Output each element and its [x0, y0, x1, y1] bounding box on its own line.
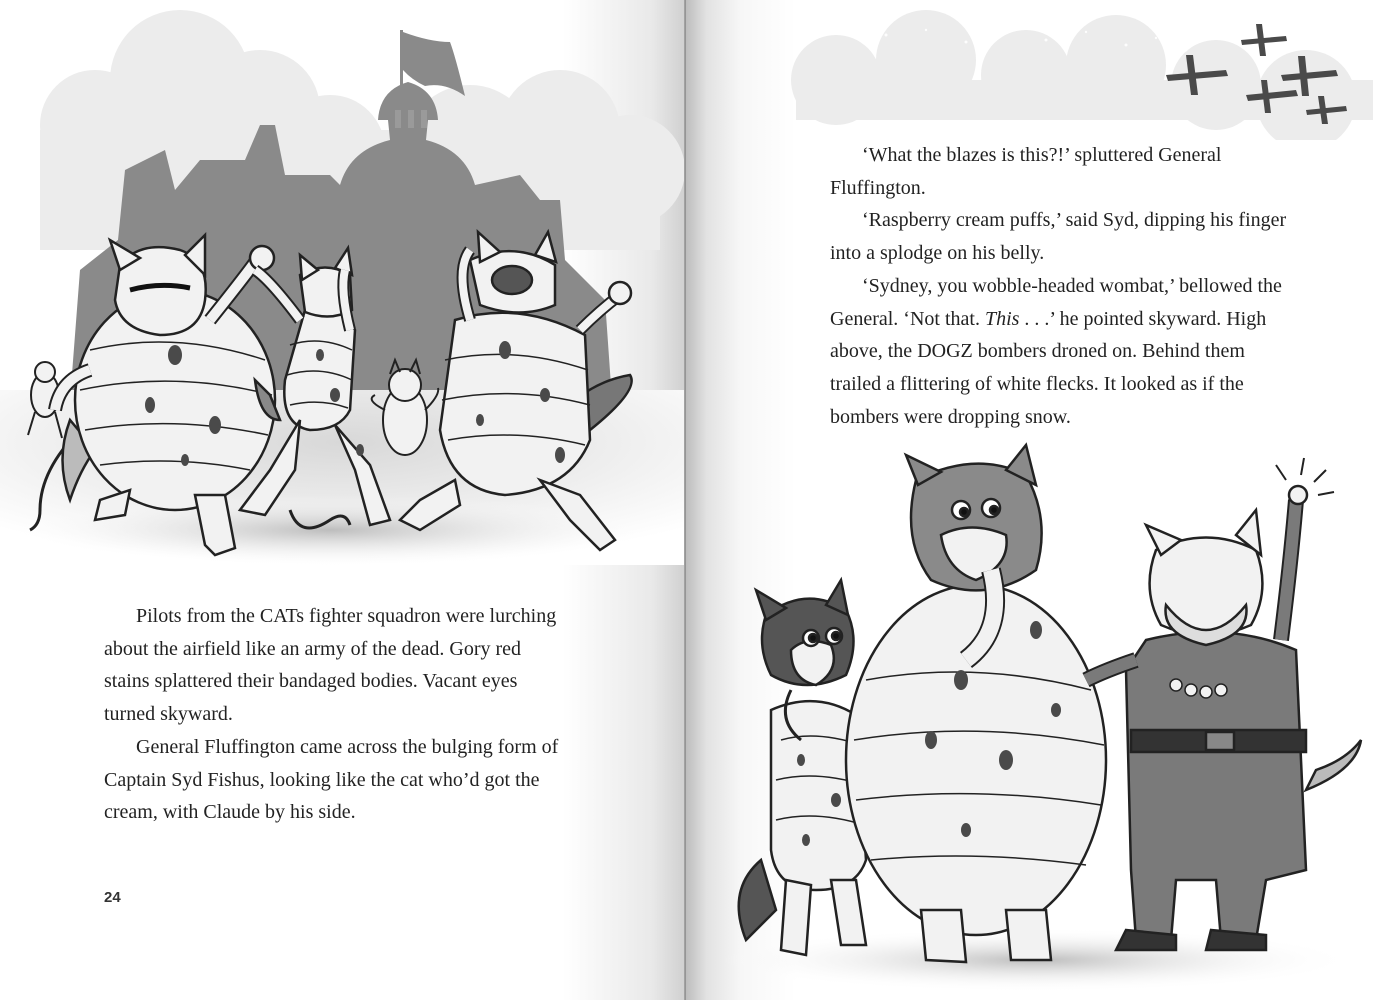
left-page: [0, 0, 686, 1000]
right-page: [686, 0, 1373, 1000]
three-cats-illustration: [706, 440, 1366, 1000]
emphasis-text: This: [984, 307, 1020, 330]
paragraph: [830, 270, 1300, 434]
left-page-text: [104, 600, 564, 829]
paragraph: ‘Raspberry cream puffs,’ said Syd, dipping his finger into a splodge on his belly.: [830, 209, 1287, 265]
page-number: 24: [104, 889, 121, 906]
paragraph: ‘What the blazes is this?!’ spluttered General Fluffington.: [830, 144, 1222, 199]
paragraph-text: ‘Sydney, you wobble-headed wombat,’ bellowed the General. ‘Not that.: [830, 274, 1282, 330]
paragraph: Pilots from the CATs fighter squadron were lurching about the airfield like an army of the dead. Gory red stains splattered their bandaged bodies. Vacant eyes turned skyward.: [104, 605, 557, 726]
fat-mummy-cat-syd: [846, 445, 1106, 962]
paragraph-text: . . .’ he pointed skyward. High above, the DOGZ bombers droned on. Behind them trailed a flittering of white flecks. It looked as if the bombers were dropping snow.: [830, 307, 1267, 428]
general-fluffington-cat: [1086, 486, 1361, 950]
mummy-cats-illustration: [0, 0, 686, 565]
sky-bombers-illustration: [686, 0, 1373, 140]
right-page-text: [830, 139, 1300, 433]
paragraph: General Fluffington came across the bulging form of Captain Syd Fishus, looking like the cat who’d got the cream, with Claude by his side.: [104, 735, 559, 824]
building-windows: [395, 110, 427, 128]
